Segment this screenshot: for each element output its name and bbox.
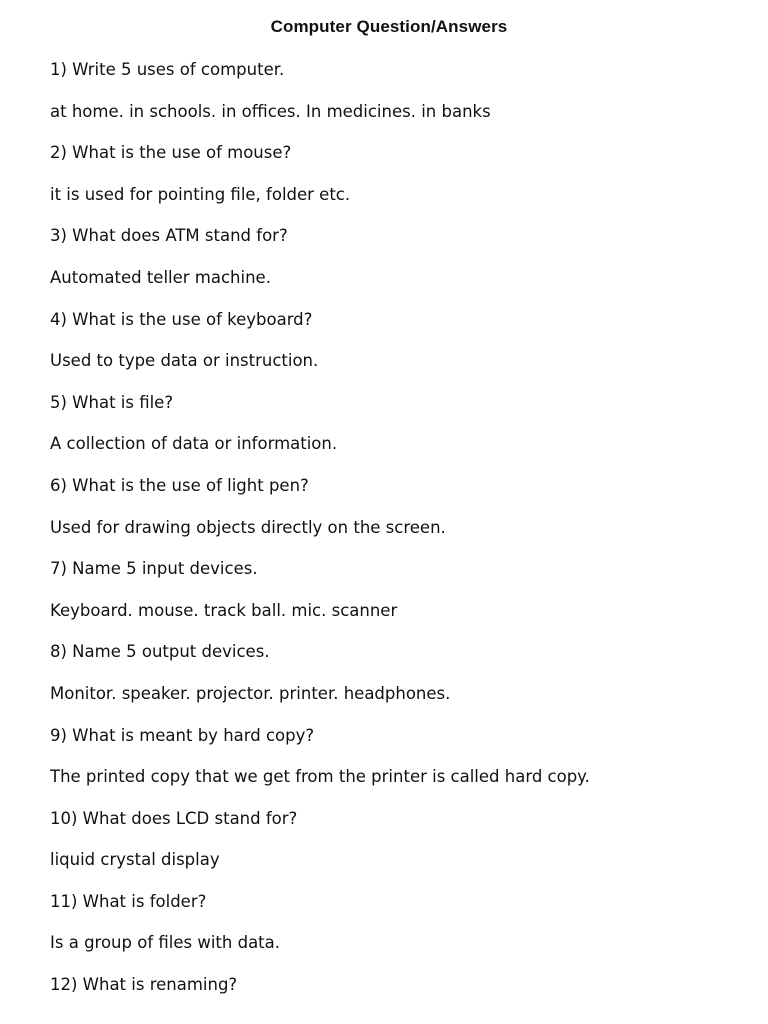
page-title: Computer Question/Answers — [270, 17, 508, 36]
answer-text: Used to type data or instruction. — [50, 351, 319, 371]
qa-list — [50, 56, 750, 1013]
answer-text: Is a group of files with data. — [50, 933, 281, 953]
question-text: 4) What is the use of keyboard? — [50, 309, 313, 329]
question-text: 8) Name 5 output devices. — [50, 642, 270, 662]
question-text: 11) What is folder? — [50, 891, 207, 911]
answer-text: Monitor. speaker. projector. printer. headphones. — [50, 683, 451, 703]
answer-text: at home. in schools. in offices. In medicines. in banks — [50, 101, 491, 121]
answer-text: The printed copy that we get from the printer is called hard copy. — [50, 767, 590, 787]
question-text: 1) Write 5 uses of computer. — [50, 60, 285, 79]
answer-text: it is used for pointing file, folder etc. — [50, 184, 351, 204]
answer-text: Used for drawing objects directly on the screen. — [50, 517, 446, 537]
question-text: 3) What does ATM stand for? — [50, 226, 288, 246]
answer-text: Automated teller machine. — [50, 267, 271, 287]
question-text: 6) What is the use of light pen? — [50, 475, 309, 495]
answer-text: Keyboard. mouse. track ball. mic. scanner — [50, 600, 398, 620]
answer-text: liquid crystal display — [50, 850, 220, 870]
answer-text: A collection of data or information. — [50, 434, 338, 454]
question-text: 12) What is renaming? — [50, 975, 238, 995]
question-text: 9) What is meant by hard copy? — [50, 725, 315, 745]
question-text: 7) Name 5 input devices. — [50, 559, 258, 579]
question-text: 5) What is file? — [50, 392, 174, 412]
question-text: 2) What is the use of mouse? — [50, 143, 292, 163]
question-text: 10) What does LCD stand for? — [50, 808, 298, 828]
